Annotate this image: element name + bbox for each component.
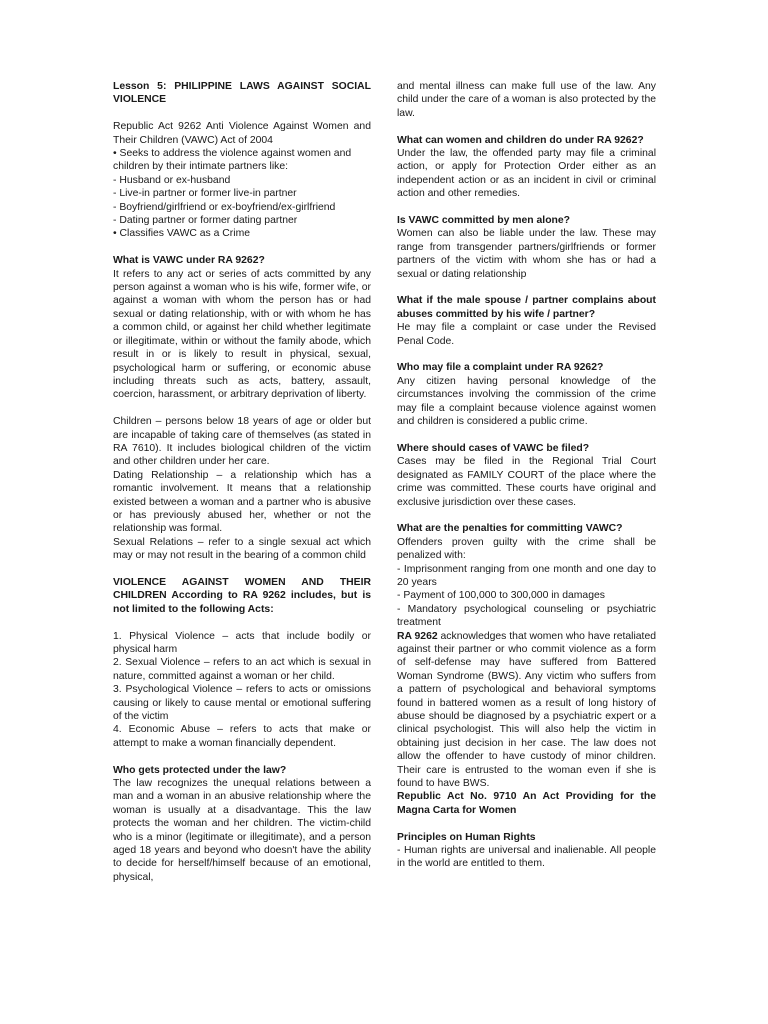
intro-bullet: - Dating partner or former dating partner: [113, 215, 298, 227]
act-item: 3. Psychological Violence – refers to acts or omissions causing or likely to cause mental or emotional suffering of the victim: [113, 684, 371, 723]
right-column: [397, 80, 656, 871]
answer-paragraph: He may file a complaint or case under the Revised Penal Code.: [397, 322, 656, 347]
answer-paragraph: Under the law, the offended party may file a criminal action, or apply for Protection Order either as an independent action or as an incident in civil or criminal action and other remedies.: [397, 148, 656, 200]
intro-bullet: • Classifies VAWC as a Crime: [113, 228, 251, 240]
question-heading: What can women and children do under RA 9262?: [397, 134, 644, 146]
acts-heading: VIOLENCE AGAINST WOMEN AND THEIR CHILDREN According to RA 9262 includes, but is not limited to the following Acts:: [113, 576, 371, 615]
ra9262-intro: Republic Act 9262 Anti Violence Against Women and Their Children (VAWC) Act of 2004: [113, 121, 371, 146]
answer-paragraph: Cases may be filed in the Regional Trial Court designated as FAMILY COURT of the place where the crime was committed. These courts have original and exclusive jurisdiction over these cases.: [397, 456, 656, 508]
continued-paragraph: and mental illness can make full use of the law. Any child under the care of a woman is also protected by the law.: [397, 81, 656, 119]
principles-heading: Principles on Human Rights: [397, 831, 536, 843]
question-heading: What are the penalties for committing VAWC?: [397, 523, 623, 535]
left-column: [113, 80, 371, 884]
dating-definition: Dating Relationship – a relationship which has a romantic involvement. It means that a relationship existed between a woman and a partner who is abusive or has previously abused her, whether or not the relationship was formal.: [113, 469, 371, 535]
answer-paragraph: Any citizen having personal knowledge of the circumstances involving the commission of the crime may file a complaint because violence against women and children is considered a public crime.: [397, 375, 656, 428]
question-heading: Where should cases of VAWC be filed?: [397, 442, 590, 454]
question-heading: Is VAWC committed by men alone?: [397, 215, 571, 227]
act-item: 4. Economic Abuse – refers to acts that make or attempt to make a woman financially dependent.: [113, 724, 371, 749]
act-item: 1. Physical Violence – acts that include bodily or physical harm: [113, 630, 371, 655]
sexual-relations-definition: Sexual Relations – refer to a single sexual act which may or may not result in the bearing of a common child: [113, 536, 371, 562]
principles-text: - Human rights are universal and inalienable. All people in the world are entitled to them.: [397, 845, 656, 870]
intro-bullet: • Seeks to address the violence against women and children by their intimate partners like:: [113, 148, 352, 173]
question-heading: What if the male spouse / partner complains about abuses committed by his wife / partner?: [397, 295, 656, 320]
bws-paragraph: [397, 630, 656, 791]
intro-bullet: - Live-in partner or former live-in partner: [113, 188, 297, 200]
answer-paragraph: The law recognizes the unequal relations between a man and a woman in an abusive relationship where the woman is usually at a disadvantage. This the law protects the woman and her children. The victim-child who is a minor (legitimate or illegitimate), and a person aged 18 years and beyond who doesn't have the ability to decide for herself/himself because of an emotional, physical,: [113, 778, 371, 883]
penalty-item: - Imprisonment ranging from one month and one day to 20 years: [397, 563, 656, 588]
bws-text: acknowledges that women who have retaliated against their partner or who commit violence as a form of self-defense may have suffered from Battered Woman Syndrome (BWS). Any victim who suffers from a pattern of psychological and behavioral symptoms found in battered women as a result of long history of abuse should be diagnosed by a psychiatric expert or a clinical psychologist. This will also help the victim in obtaining just decision in her case. The law does not allow the offender to have custody of minor children. Their care is entrusted to the woman even if she is found to have BWS.: [397, 630, 657, 790]
intro-bullet: - Husband or ex-husband: [113, 174, 231, 186]
penalty-item: - Payment of 100,000 to 300,000 in damages: [397, 590, 605, 602]
question-heading: What is VAWC under RA 9262?: [113, 255, 265, 267]
answer-paragraph: It refers to any act or series of acts committed by any person against a woman who is his wife, former wife, or against a woman with whom the person has or had sexual or dating relationship, with or with whom he has a common child, or against her child whether legitimate or illegitimate, within or without the family abode, which result in or is likely to result in physical, sexual, psychological harm or suffering, or economic abuse including threats such as acts, battery, assault, coercion, harassment, or arbitrary deprivation of liberty.: [113, 268, 371, 401]
question-heading: Who gets protected under the law?: [113, 764, 287, 776]
bws-lead: RA 9262: [397, 630, 438, 642]
answer-paragraph: Women can also be liable under the law. These may range from transgender partners/girlfriends or former partners of the victim with whom she has or had a sexual or dating relationship: [397, 228, 656, 280]
children-definition: Children – persons below 18 years of age or older but are incapable of taking care of themselves (as stated in RA 7610). It includes biological children of the victim and other children under her care.: [113, 416, 371, 468]
answer-paragraph: Offenders proven guilty with the crime shall be penalized with:: [397, 536, 656, 562]
penalty-item: - Mandatory psychological counseling or psychiatric treatment: [397, 603, 656, 629]
lesson-title: Lesson 5: PHILIPPINE LAWS AGAINST SOCIAL VIOLENCE: [113, 81, 371, 106]
intro-bullet: - Boyfriend/girlfriend or ex-boyfriend/ex-girlfriend: [113, 201, 336, 213]
ra9710-heading: Republic Act No. 9710 An Act Providing for the Magna Carta for Women: [397, 791, 656, 816]
question-heading: Who may file a complaint under RA 9262?: [397, 362, 604, 374]
act-item: 2. Sexual Violence – refers to an act which is sexual in nature, committed against a woman or her child.: [113, 657, 371, 682]
